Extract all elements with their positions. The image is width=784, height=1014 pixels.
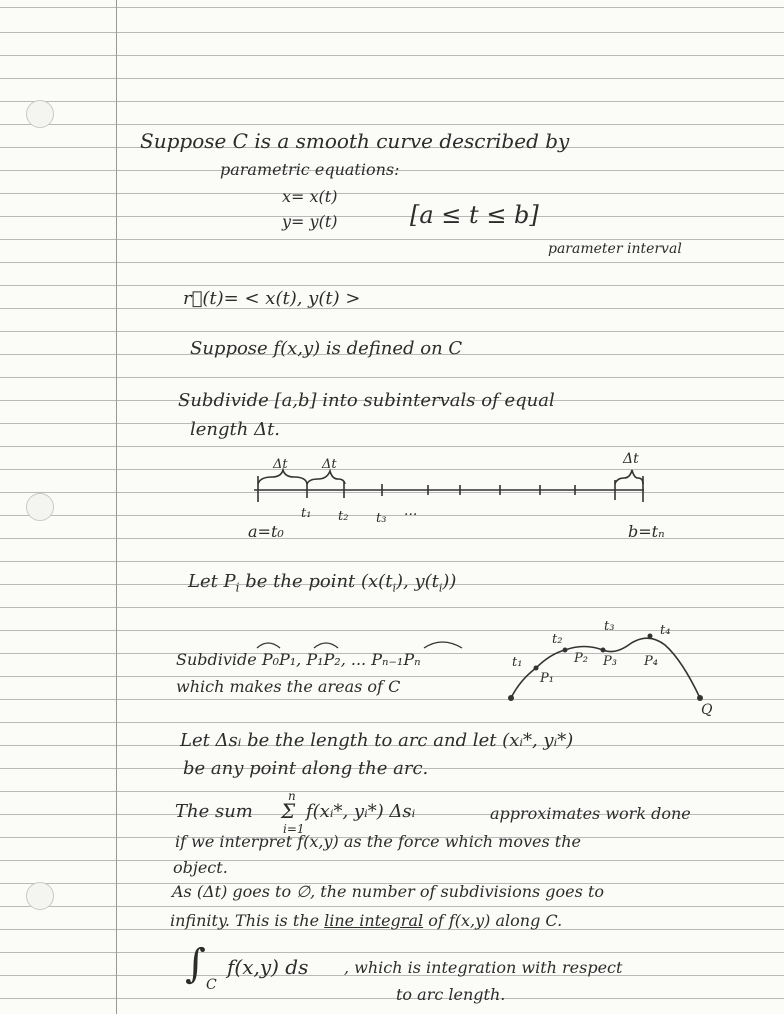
sum-line-3: object.: [173, 858, 228, 877]
curve-t1: t₁: [512, 655, 523, 670]
equation-x: x= x(t): [282, 187, 338, 206]
dt-label-1: Δt: [273, 457, 288, 472]
subdivide-arcs: Subdivide P₀P₁, P₁P₂, ... Pₙ₋₁Pₙ: [176, 650, 421, 669]
vector-equation: r⃗(t)= < x(t), y(t) >: [183, 288, 361, 309]
dt-label-3: Δt: [623, 451, 639, 467]
sum-line-2: if we interpret f(x,y) as the force which moves the: [175, 832, 581, 851]
as-line-2c: of f(x,y) along C.: [428, 911, 563, 930]
curve-point: [563, 648, 568, 653]
as-line-2: [170, 913, 562, 929]
subdivide-line-1: Subdivide [a,b] into subintervals of equal: [178, 390, 555, 411]
integral-expression: f(x,y) ds: [227, 955, 309, 979]
curve-p4: P₄: [644, 654, 658, 669]
let-p-sub2: i: [392, 581, 396, 595]
sigma-upper: n: [288, 789, 296, 803]
dt-label-2: Δt: [322, 457, 337, 472]
sigma-lower: i=1: [283, 822, 305, 836]
curve-p2: P₂: [574, 651, 588, 666]
sum-rest: approximates work done: [490, 804, 691, 823]
let-p-rest2: ), y(t: [395, 571, 439, 592]
let-p-sub: i: [235, 580, 240, 595]
tick-label-t1: t₁: [301, 506, 312, 521]
let-ds-line-1: Let Δsᵢ be the length to arc and let (xᵢ*, yᵢ*): [180, 730, 574, 751]
subdivide-line-2: length Δt.: [190, 419, 281, 440]
let-p-rest3: )): [442, 571, 457, 592]
sigma-symbol: Σ: [281, 799, 296, 823]
curve-p1: P₁: [540, 671, 554, 686]
note-line-2: parametric equations:: [220, 160, 400, 179]
tick-label-a: a=t₀: [248, 522, 284, 541]
curve-t3: t₃: [604, 619, 615, 634]
suppose-f: Suppose f(x,y) is defined on C: [190, 338, 463, 359]
integral-symbol: ∫: [185, 941, 206, 987]
equation-y: y= y(t): [282, 212, 338, 231]
integral-text-2: to arc length.: [396, 985, 506, 1004]
tick-label-t2: t₂: [338, 509, 349, 524]
curve-point: [508, 695, 514, 701]
curve-p3: P₃: [603, 654, 617, 669]
interval-caption: parameter interval: [548, 241, 682, 257]
line-integral-term: line integral: [324, 911, 424, 930]
let-p-text: Let P: [188, 571, 236, 592]
as-line-1: As (Δt) goes to ∅, the number of subdivisions goes to: [172, 882, 604, 901]
tick-label-t3: t₃: [376, 511, 387, 526]
curve-t4: t₄: [660, 623, 671, 638]
let-p-rest: be the point (x(t: [245, 571, 393, 592]
curve-point: [697, 695, 703, 701]
as-line-2a: infinity. This is the: [170, 911, 320, 930]
curve-t2: t₂: [552, 632, 563, 647]
parameter-interval: [a ≤ t ≤ b]: [410, 201, 539, 229]
sum-the: The sum: [175, 801, 253, 822]
tick-label-b: b=tₙ: [628, 522, 665, 541]
which-makes: which makes the areas of C: [176, 677, 401, 696]
curve-q: Q: [701, 702, 713, 718]
integral-text-1: , which is integration with respect: [344, 958, 623, 977]
note-line-1: Suppose C is a smooth curve described by: [140, 129, 570, 153]
curve-point: [648, 634, 653, 639]
let-p-sub3: i: [438, 581, 443, 595]
integral-subscript: C: [206, 977, 217, 993]
curve-point: [534, 666, 539, 671]
curve-point: [601, 648, 606, 653]
tick-ellipsis: ...: [404, 503, 418, 519]
let-ds-line-2: be any point along the arc.: [183, 758, 429, 779]
sum-expression: f(xᵢ*, yᵢ*) Δsᵢ: [306, 801, 416, 822]
